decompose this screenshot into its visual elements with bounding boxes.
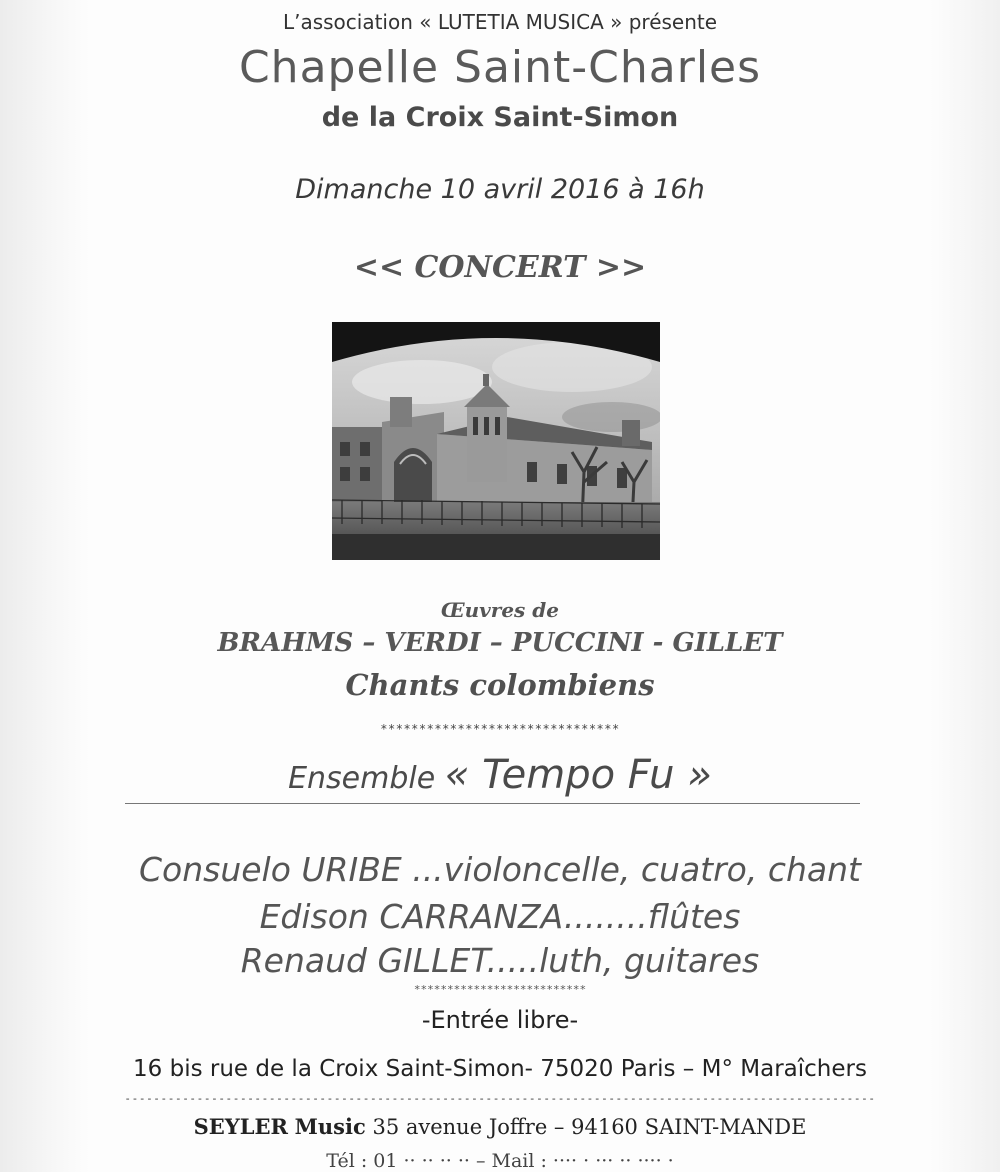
venue-address: 16 bis rue de la Croix Saint-Simon- 75020 Paris – M° Maraîchers <box>133 1056 867 1082</box>
sponsor-name: SEYLER <box>193 1114 288 1139</box>
performer-line: Renaud GILLET.....luth, guitares <box>240 941 760 980</box>
venue-subtitle: de la Croix Saint-Simon <box>321 102 679 133</box>
sponsor-address: 35 avenue Joffre – 94160 SAINT-MANDE <box>372 1115 807 1139</box>
composers-list: BRAHMS – VERDI – PUCCINI - GILLET <box>217 628 783 658</box>
presenter-line: L’association « LUTETIA MUSICA » présente <box>282 10 718 34</box>
ensemble-prefix: Ensemble <box>288 761 436 796</box>
performer-line: Edison CARRANZA........flûtes <box>259 897 741 936</box>
dashed-separator: -------------------------------------------------------------------------------------------------------- <box>124 1092 876 1105</box>
entry-note: -Entrée libre- <box>421 1006 579 1034</box>
performer-line: Consuelo URIBE ...violoncelle, cuatro, chant <box>139 850 861 889</box>
sponsor-line <box>0 1114 1000 1139</box>
venue-title: Chapelle Saint-Charles <box>238 42 762 93</box>
contact-line-cut-off: Tél : 01 ·· ·· ·· ·· – Mail : ···· · ··· ·· ···· · <box>326 1150 674 1172</box>
concert-heading: << CONCERT >> <box>353 250 647 285</box>
songs-line: Chants colombiens <box>345 668 655 702</box>
star-separator-short: ************************** <box>413 983 587 996</box>
works-intro: Œuvres de <box>441 598 559 622</box>
star-separator: ******************************* <box>380 722 620 736</box>
horizontal-rule <box>125 803 860 804</box>
ensemble-line <box>0 752 1000 798</box>
chapel-photo <box>332 322 660 560</box>
ensemble-name: « Tempo Fu » <box>444 752 712 798</box>
sponsor-music: Music <box>294 1114 366 1139</box>
concert-date: Dimanche 10 avril 2016 à 16h <box>295 174 705 205</box>
